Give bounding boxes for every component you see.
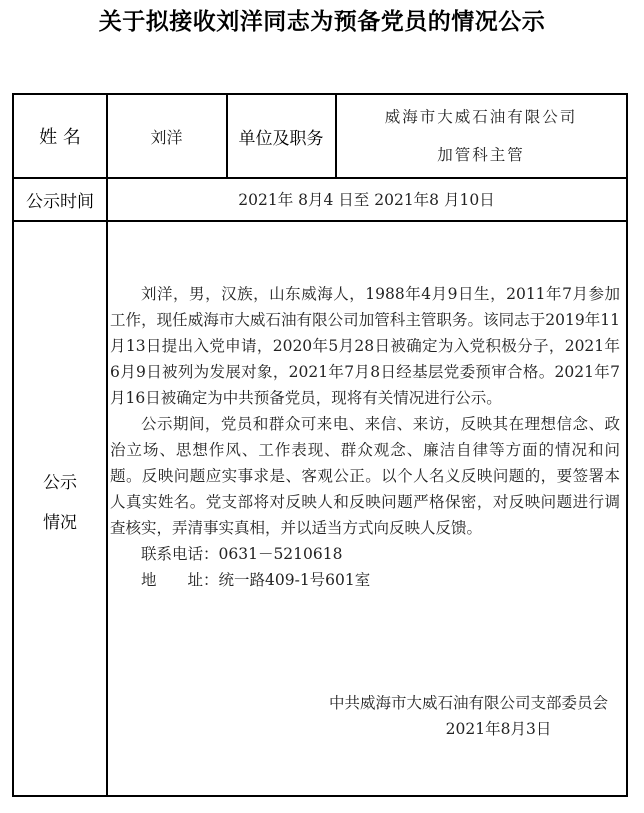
announcement-body: [110, 281, 620, 593]
announcement-label-line1: 公示: [43, 473, 77, 493]
info-table: [12, 93, 628, 797]
unit-position-label: 单位及职务: [238, 128, 324, 149]
announcement-paragraph-1: 刘洋，男，汉族，山东威海人，1988年4月9日生，2011年7月参加工作，现任威海市大威石油有限公司加管科主管职务。该同志于2019年11月13日提出入党申请，2020年5月28日被确定为入党积极分子，2021年6月9日被列为发展对象，2021年7月8日经基层党委预审合格。2021年7月16日被确定为中共预备党员，现将有关情况进行公示。: [110, 285, 620, 407]
signature-date: 2021年8月3日: [445, 720, 552, 738]
period-label: 公示时间: [26, 191, 94, 212]
document-title: 关于拟接收刘洋同志为预备党员的情况公示: [98, 8, 546, 35]
signature-block: [329, 690, 608, 742]
announcement-label: [14, 221, 106, 797]
name-label: 姓 名: [39, 127, 81, 148]
name-value: 刘洋: [150, 127, 183, 147]
period-value: 2021年 8月4 日至 2021年8 月10日: [238, 191, 495, 209]
unit-position-value: [336, 95, 626, 177]
signature-org: 中共威海市大威石油有限公司支部委员会: [328, 694, 608, 712]
contact-address: 地 址：统一路409-1号601室: [141, 571, 371, 589]
unit-name: 威海市大威石油有限公司: [384, 108, 578, 126]
announcement-paragraph-2: 公示期间，党员和群众可来电、来信、来访，反映其在理想信念、政治立场、思想作风、工作表现、群众观念、廉洁自律等方面的情况和问题。反映问题应实事求是、客观公正。以个人名义反映问题的，要签署本人真实姓名。党支部将对反映人和反映问题严格保密，对反映问题进行调查核实，弄清事实真相，并以适当方式向反映人反馈。: [110, 415, 620, 537]
announcement-label-line2: 情况: [43, 513, 77, 533]
position-name: 加管科主管: [437, 146, 525, 164]
contact-phone: 联系电话：0631－5210618: [141, 545, 343, 563]
